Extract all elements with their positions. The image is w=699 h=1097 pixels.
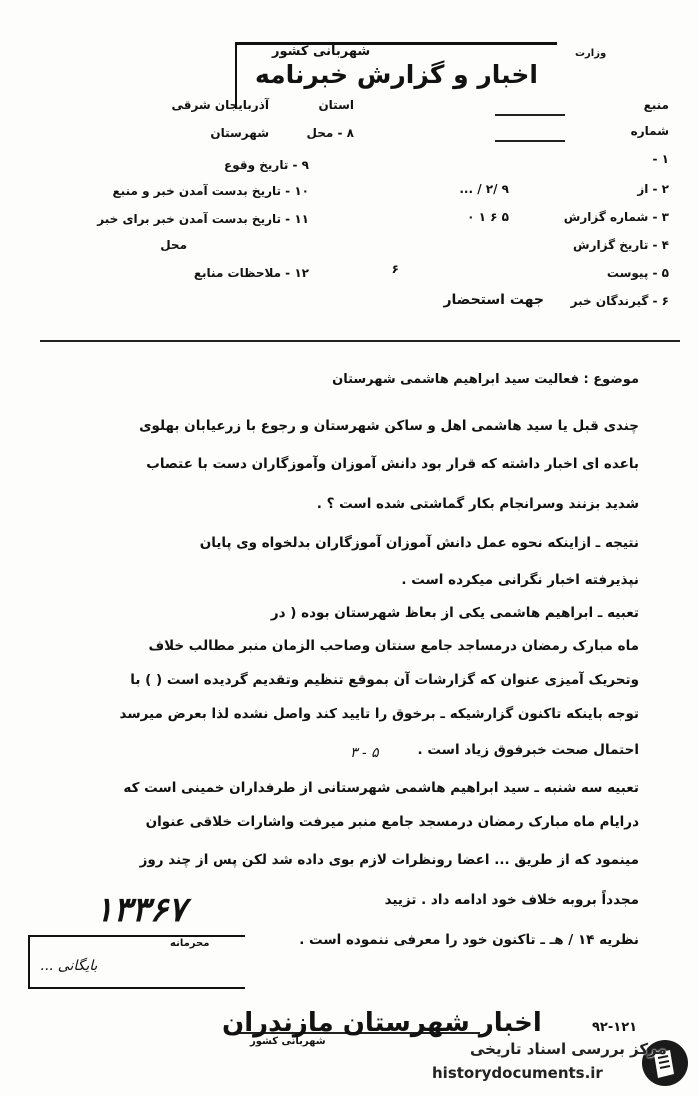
right-field-label: ۶ - گیرندگان خبر (570, 294, 669, 308)
body-line: نپذیرفته اخبار نگرانی میکرده است . (401, 572, 639, 588)
body-line: تعبیه سه شنبه ـ سید ابراهیم هاشمی شهرستانی از طرفداران خمینی است که (123, 780, 639, 796)
watermark-url: historydocuments.ir (432, 1064, 603, 1082)
left-field-label: استان (318, 98, 354, 112)
right-field-label: ۲ - از (637, 182, 669, 196)
left-field-label: ۱۲ - ملاحظات منابع (193, 266, 309, 280)
watermark-site-name: مرکز بررسی اسناد تاریخی (470, 1040, 667, 1058)
divider (40, 340, 680, 342)
body-line: احتمال صحت خبرفوق زیاد است . (417, 742, 639, 758)
header-title: اخبار و گزارش خبرنامه (255, 60, 538, 89)
right-field-value: جهت استحضار (443, 292, 544, 308)
right-field-label: ۴ - تاریخ گزارش (573, 238, 669, 252)
footer-subtitle: شهربانی کشور (250, 1036, 326, 1047)
archive-number: ۱۳۳۶۷ (95, 890, 187, 930)
body-line: توجه باینکه تاکنون گزارشیکه ـ برخوق را تایید کند واصل نشده لذا بعرض میرسد (119, 706, 639, 722)
header-subtitle: شهربانی کشور (272, 44, 371, 59)
right-field-label: منبع (643, 98, 669, 112)
body-line: وتحریک آمیزی عنوان که گزارشات آن بموقع تنظیم وتقدیم گردیده است ( ) با (130, 672, 639, 688)
left-field-label: ۸ - محل (306, 126, 354, 140)
subject-line: موضوع : فعالیت سید ابراهیم هاشمی شهرستان (332, 372, 639, 387)
right-field-label: ۵ - پیوست (606, 266, 669, 280)
ministry-label: وزارت (575, 48, 607, 59)
left-field-label: ۱۱ - تاریخ بدست آمدن خبر برای خبر (97, 212, 309, 226)
left-field-value: آذربایجان شرقی (171, 98, 269, 112)
left-field-label: محل (160, 238, 187, 252)
underline (495, 140, 565, 142)
footer-title: اخبار شهرستان مازندران (222, 1008, 542, 1038)
right-field-value: ۵ ۶ ۱ ۰ (467, 210, 509, 224)
body-line: درایام ماه مبارک رمضان درمسجد جامع منبر میرفت واشارات خلاقی عنوان (145, 814, 639, 830)
document-code: ۹۲-۱۲۱ (592, 1020, 638, 1035)
stamp-handwriting: بایگانی ... (40, 958, 98, 974)
right-field-value: ۶ (391, 262, 399, 276)
body-line: چندی قبل یا سید هاشمی اهل و ساکن شهرستان و رجوع با زرعیابان بهلوی (139, 418, 639, 434)
right-field-label: شماره (630, 124, 669, 138)
body-line: مینمود که از طریق ... اعضا رونظرات لازم بوی داده شد لکن پس از چند روز (139, 852, 639, 868)
right-field-label: ۱ - (652, 152, 669, 166)
underline (495, 114, 565, 116)
body-line: نتیجه ـ ازاینکه نحوه عمل دانش آموزان آموزگاران بدلخواه وی پایان (199, 535, 639, 551)
left-field-value: شهرستان (210, 126, 269, 140)
body-line: مجدداً بروبه خلاف خود ادامه داد . تزیید (384, 892, 639, 908)
right-field-label: ۳ - شماره گزارش (563, 210, 669, 224)
body-line: شدید بزنند وسرانجام بکار گماشتی شده است ؟ . (316, 496, 639, 512)
body-line: باعده ای اخبار داشته که قرار بود دانش آموزان وآموزگاران دست با عتصاب (146, 456, 639, 472)
body-line: تعبیه ـ ابراهیم هاشمی یکی از بعاظ شهرستان بوده ( در (270, 605, 639, 621)
right-field-value: ۹ /۲ / ... (459, 182, 509, 196)
stamp-line: محرمانه (170, 938, 210, 949)
body-line: ماه مبارک رمضان درمساجد جامع سنتان وصاحب الزمان منبر مطالب خلاف (148, 638, 639, 654)
body-line: نظریه ۱۴ / هـ ـ تاکنون خود را معرفی ننموده است . (299, 932, 639, 948)
left-field-label: ۱۰ - تاریخ بدست آمدن خبر و منبع (112, 184, 309, 198)
left-field-label: ۹ - تاریخ وقوع (224, 158, 309, 172)
margin-note: ۵ - ۳ (350, 745, 379, 761)
